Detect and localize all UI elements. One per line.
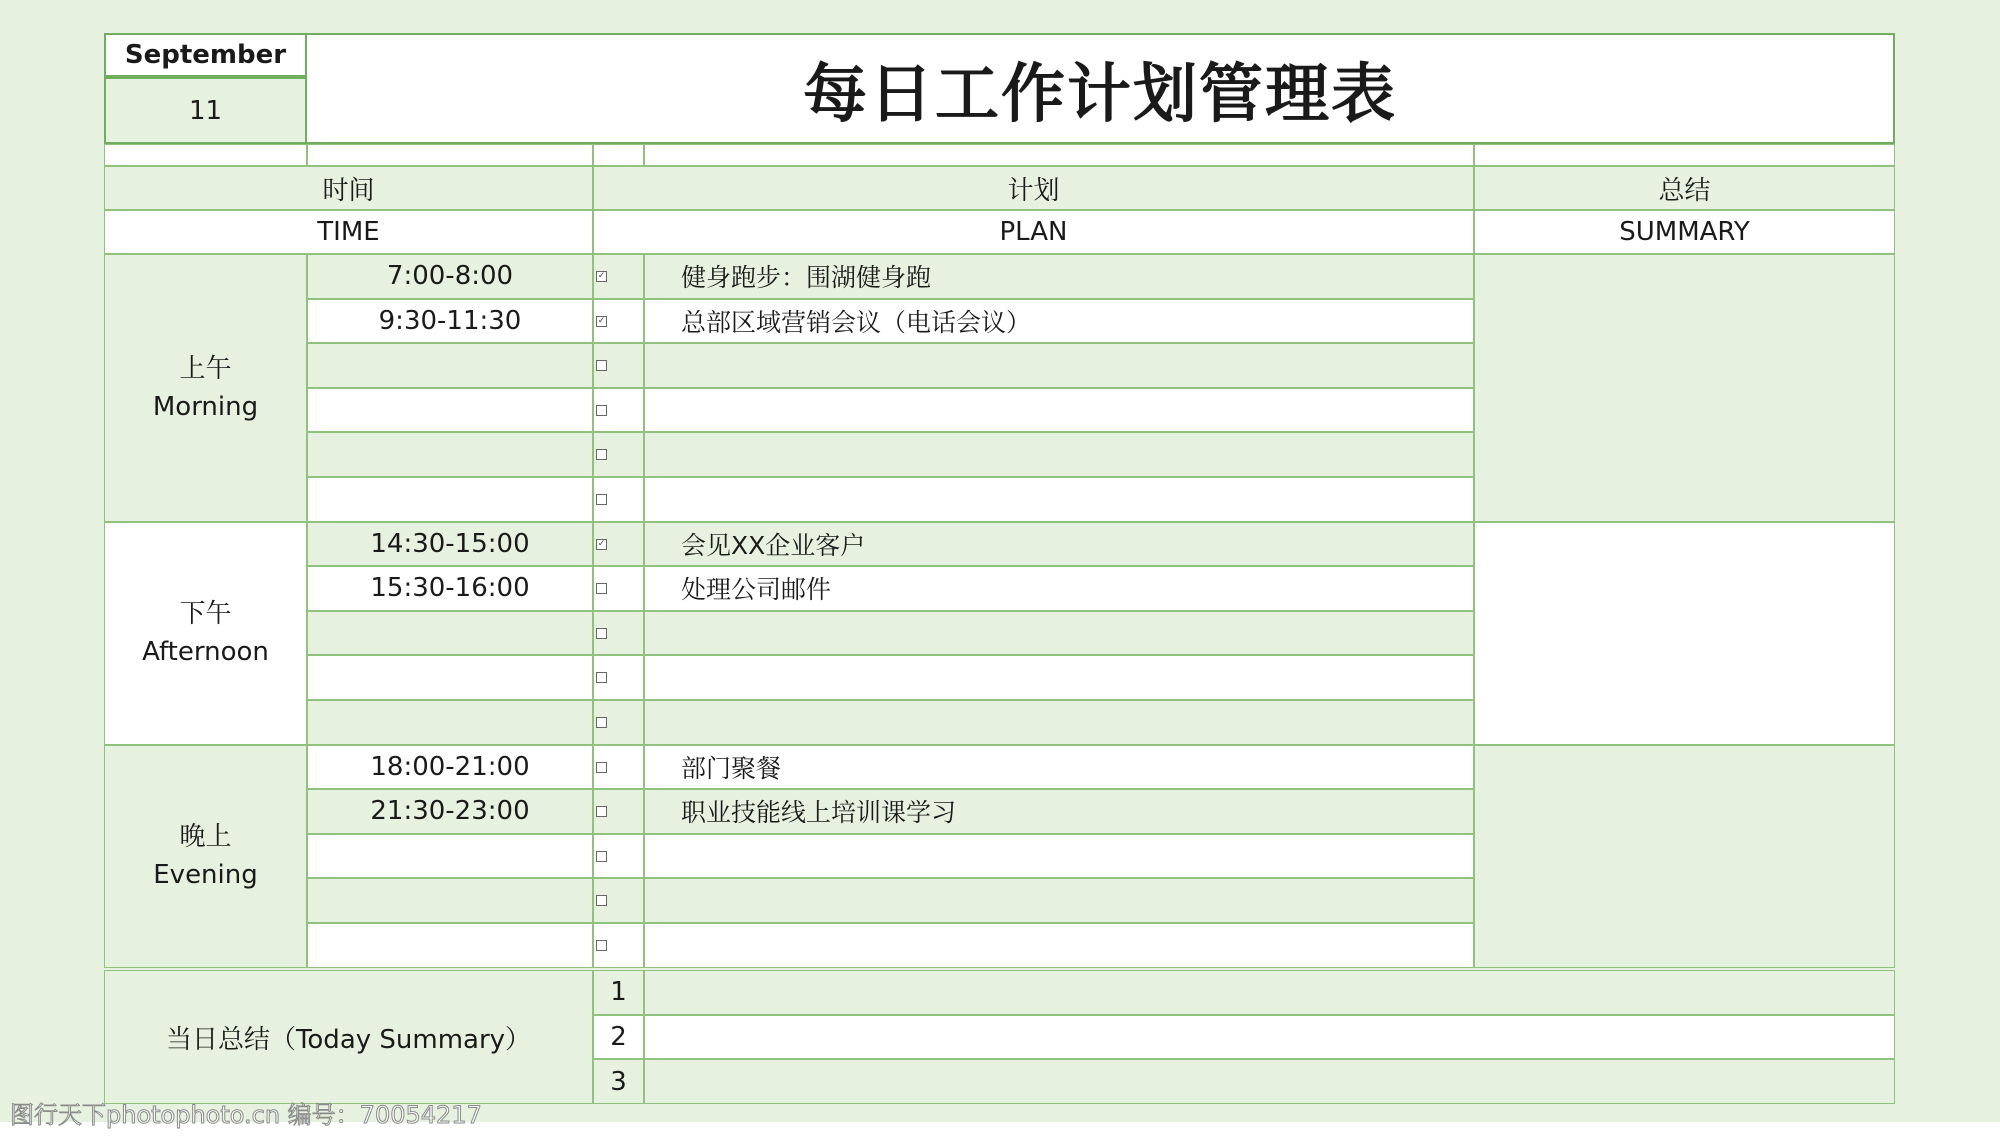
header-plan-en: PLAN bbox=[593, 210, 1474, 254]
summary-entry-cell[interactable] bbox=[644, 1059, 1895, 1104]
plan-cell[interactable] bbox=[644, 834, 1474, 879]
checked-checkbox[interactable]: ✓ bbox=[597, 538, 606, 549]
time-cell[interactable]: 7:00-8:00 bbox=[307, 254, 593, 299]
plan-cell[interactable] bbox=[644, 878, 1474, 923]
checkbox-cell bbox=[593, 343, 644, 388]
checkbox[interactable] bbox=[596, 583, 607, 594]
header-summary-cn: 总结 bbox=[1474, 166, 1895, 210]
spacer-cell bbox=[104, 144, 307, 166]
time-cell[interactable] bbox=[307, 655, 593, 700]
time-cell[interactable] bbox=[307, 923, 593, 968]
time-cell[interactable] bbox=[307, 432, 593, 477]
plan-cell[interactable] bbox=[644, 432, 1474, 477]
period-label-cn: 上午 bbox=[179, 353, 232, 384]
summary-number: 1 bbox=[593, 970, 644, 1015]
header-time-en: TIME bbox=[104, 210, 593, 254]
date-month: September bbox=[104, 33, 307, 79]
checkbox-cell bbox=[593, 878, 644, 923]
checkbox[interactable] bbox=[596, 940, 607, 951]
checkbox-cell bbox=[593, 566, 644, 611]
period-label-en: Evening bbox=[153, 860, 258, 891]
checkbox-cell bbox=[593, 388, 644, 433]
plan-cell[interactable] bbox=[644, 388, 1474, 433]
period-label bbox=[104, 522, 307, 745]
plan-cell[interactable] bbox=[644, 923, 1474, 968]
checkbox[interactable] bbox=[596, 895, 607, 906]
plan-cell[interactable]: 会见XX企业客户 bbox=[644, 522, 1474, 567]
checkbox-cell bbox=[593, 789, 644, 834]
checkbox[interactable] bbox=[596, 717, 607, 728]
period-label-cn: 晚上 bbox=[179, 822, 232, 853]
checkbox[interactable] bbox=[596, 405, 607, 416]
time-cell[interactable] bbox=[307, 388, 593, 433]
time-cell[interactable] bbox=[307, 611, 593, 656]
checkbox-cell bbox=[593, 923, 644, 968]
time-cell[interactable] bbox=[307, 477, 593, 522]
plan-cell[interactable]: 健身跑步：围湖健身跑 bbox=[644, 254, 1474, 299]
date-day: 11 bbox=[104, 79, 307, 144]
checkbox-cell bbox=[593, 477, 644, 522]
summary-entry-cell[interactable] bbox=[644, 1015, 1895, 1060]
spacer-cell bbox=[1474, 144, 1895, 166]
spacer-cell bbox=[593, 144, 644, 166]
plan-cell[interactable]: 处理公司邮件 bbox=[644, 566, 1474, 611]
today-summary-label: 当日总结（Today Summary） bbox=[104, 970, 593, 1104]
checkbox-cell bbox=[593, 522, 644, 567]
period-summary-cell[interactable] bbox=[1474, 254, 1895, 522]
period-label bbox=[104, 254, 307, 522]
plan-cell[interactable]: 职业技能线上培训课学习 bbox=[644, 789, 1474, 834]
period-label bbox=[104, 745, 307, 968]
spacer-cell bbox=[644, 144, 1474, 166]
time-cell[interactable]: 9:30-11:30 bbox=[307, 299, 593, 344]
daily-plan-sheet bbox=[104, 33, 1895, 1104]
period-label-en: Morning bbox=[152, 391, 259, 422]
time-cell[interactable]: 15:30-16:00 bbox=[307, 566, 593, 611]
page-title bbox=[307, 33, 1895, 144]
watermark: 图行天下photophoto.cn 编号：70054217 bbox=[10, 1101, 482, 1129]
plan-cell[interactable] bbox=[644, 611, 1474, 656]
time-cell[interactable]: 21:30-23:00 bbox=[307, 789, 593, 834]
checkbox-cell bbox=[593, 432, 644, 477]
plan-cell[interactable] bbox=[644, 477, 1474, 522]
plan-cell[interactable]: 总部区域营销会议（电话会议） bbox=[644, 299, 1474, 344]
header-plan-cn: 计划 bbox=[593, 166, 1474, 210]
page-title-text: 每日工作计划管理表 bbox=[803, 57, 1397, 132]
period-summary-cell[interactable] bbox=[1474, 745, 1895, 968]
checkbox[interactable] bbox=[596, 806, 607, 817]
time-cell[interactable] bbox=[307, 700, 593, 745]
plan-cell[interactable]: 部门聚餐 bbox=[644, 745, 1474, 790]
header-time-cn: 时间 bbox=[104, 166, 593, 210]
checkbox[interactable] bbox=[596, 360, 607, 371]
checkbox-cell bbox=[593, 611, 644, 656]
period-summary-cell[interactable] bbox=[1474, 522, 1895, 745]
header-summary-en: SUMMARY bbox=[1474, 210, 1895, 254]
period-label-cn: 下午 bbox=[179, 599, 232, 630]
checkbox[interactable] bbox=[596, 494, 607, 505]
checkbox[interactable] bbox=[596, 449, 607, 460]
summary-number: 2 bbox=[593, 1015, 644, 1060]
summary-number: 3 bbox=[593, 1059, 644, 1104]
checkbox-cell bbox=[593, 299, 644, 344]
checkbox[interactable] bbox=[596, 628, 607, 639]
checkbox[interactable] bbox=[596, 851, 607, 862]
checkbox-cell bbox=[593, 834, 644, 879]
checkbox[interactable] bbox=[596, 672, 607, 683]
checkbox-cell bbox=[593, 655, 644, 700]
plan-cell[interactable] bbox=[644, 655, 1474, 700]
period-label-en: Afternoon bbox=[142, 637, 269, 668]
time-cell[interactable] bbox=[307, 343, 593, 388]
time-cell[interactable] bbox=[307, 878, 593, 923]
time-cell[interactable]: 18:00-21:00 bbox=[307, 745, 593, 790]
time-cell[interactable] bbox=[307, 834, 593, 879]
checkbox[interactable] bbox=[596, 762, 607, 773]
time-cell[interactable]: 14:30-15:00 bbox=[307, 522, 593, 567]
checked-checkbox[interactable]: ✓ bbox=[597, 271, 606, 281]
plan-cell[interactable] bbox=[644, 700, 1474, 745]
spacer-cell bbox=[307, 144, 593, 166]
checked-checkbox[interactable]: ✓ bbox=[597, 315, 606, 326]
checkbox-cell bbox=[593, 745, 644, 790]
plan-cell[interactable] bbox=[644, 343, 1474, 388]
checkbox-cell bbox=[593, 254, 644, 299]
summary-entry-cell[interactable] bbox=[644, 970, 1895, 1015]
checkbox-cell bbox=[593, 700, 644, 745]
